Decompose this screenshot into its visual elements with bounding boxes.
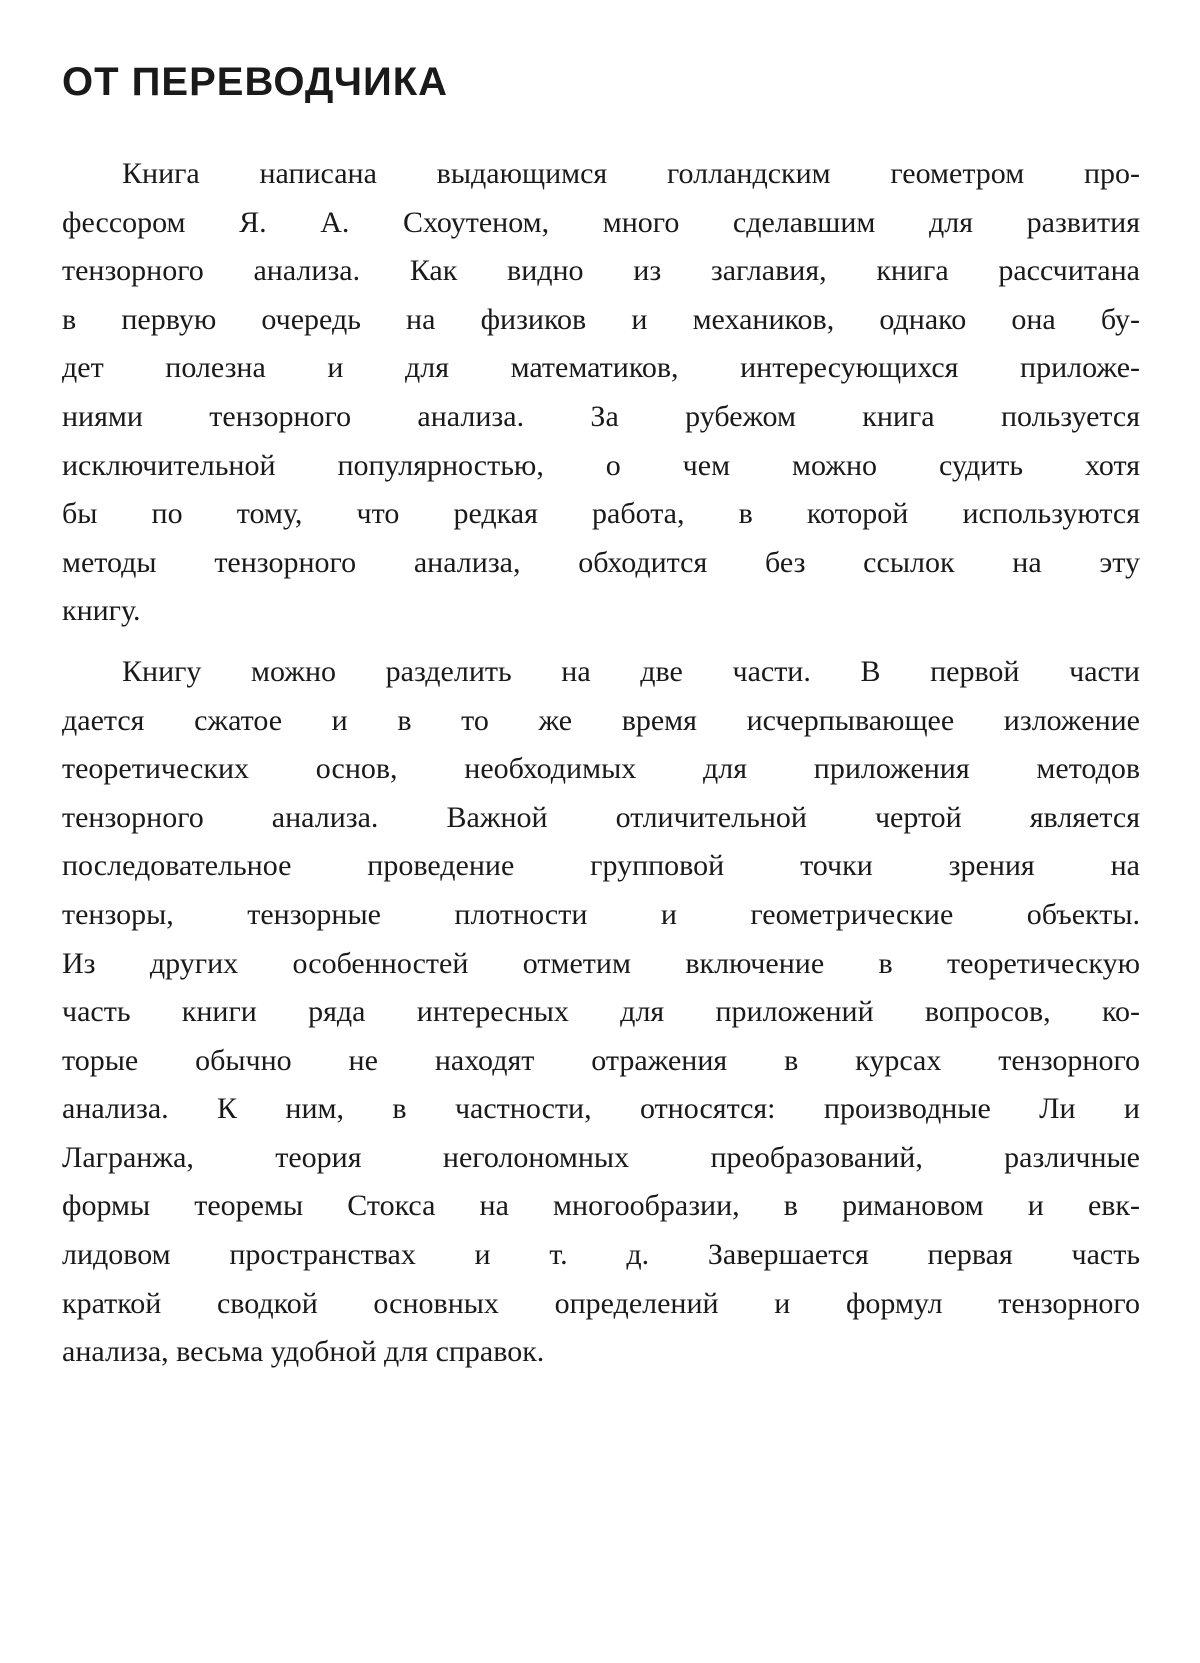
text-line: методы тензорного анализа, обходится без ссылок на эту: [62, 545, 1140, 579]
text-line: торые обычно не находят отражения в курсах тензорного: [62, 1043, 1140, 1077]
text-line: краткой сводкой основных определений и формул тензорного: [62, 1286, 1140, 1320]
text-line: лидовом пространствах и т. д. Завершается первая часть: [62, 1238, 1140, 1272]
text-line: дается сжатое и в то же время исчерпывающее изложение: [62, 703, 1140, 737]
text-line: тензоры, тензорные плотности и геометрические объекты.: [62, 897, 1140, 931]
text-line: ниями тензорного анализа. За рубежом книга пользуется: [62, 399, 1140, 433]
text-line: в первую очередь на физиков и механиков, однако она бу-: [62, 302, 1140, 336]
text-line: исключительной популярностью, о чем можно судить хотя: [62, 448, 1140, 482]
text-line: тензорного анализа. Важной отличительной чертой является: [62, 800, 1140, 834]
paragraph-1: [62, 150, 1140, 636]
text-line: Книгу можно разделить на две части. В первой части: [122, 654, 1140, 688]
text-line: анализа, весьма удобной для справок.: [62, 1335, 545, 1369]
text-line: фессором Я. А. Схоутеном, много сделавшим для развития: [62, 205, 1140, 239]
text-line: книгу.: [62, 594, 141, 628]
page-title: ОТ ПЕРЕВОДЧИКА: [62, 60, 449, 104]
text-line: дет полезна и для математиков, интересующихся приложе-: [62, 351, 1140, 385]
text-line: Книга написана выдающимся голландским геометром про-: [122, 157, 1140, 190]
document-page: [62, 52, 1140, 1389]
text-line: тензорного анализа. Как видно из заглавия, книга рассчитана: [62, 254, 1140, 288]
text-line: Из других особенностей отметим включение в теоретическую: [62, 946, 1140, 980]
text-line: формы теоремы Стокса на многообразии, в римановом и евк-: [62, 1189, 1140, 1223]
text-line: бы по тому, что редкая работа, в которой используются: [62, 497, 1140, 531]
paragraph-2: [62, 648, 1140, 1377]
text-line: часть книги ряда интересных для приложений вопросов, ко-: [62, 995, 1140, 1029]
text-line: анализа. К ним, в частности, относятся: производные Ли и: [62, 1092, 1140, 1126]
text-line: Лагранжа, теория неголономных преобразований, различные: [62, 1140, 1140, 1174]
text-line: последовательное проведение групповой точки зрения на: [62, 849, 1140, 883]
text-line: теоретических основ, необходимых для приложения методов: [62, 752, 1140, 786]
